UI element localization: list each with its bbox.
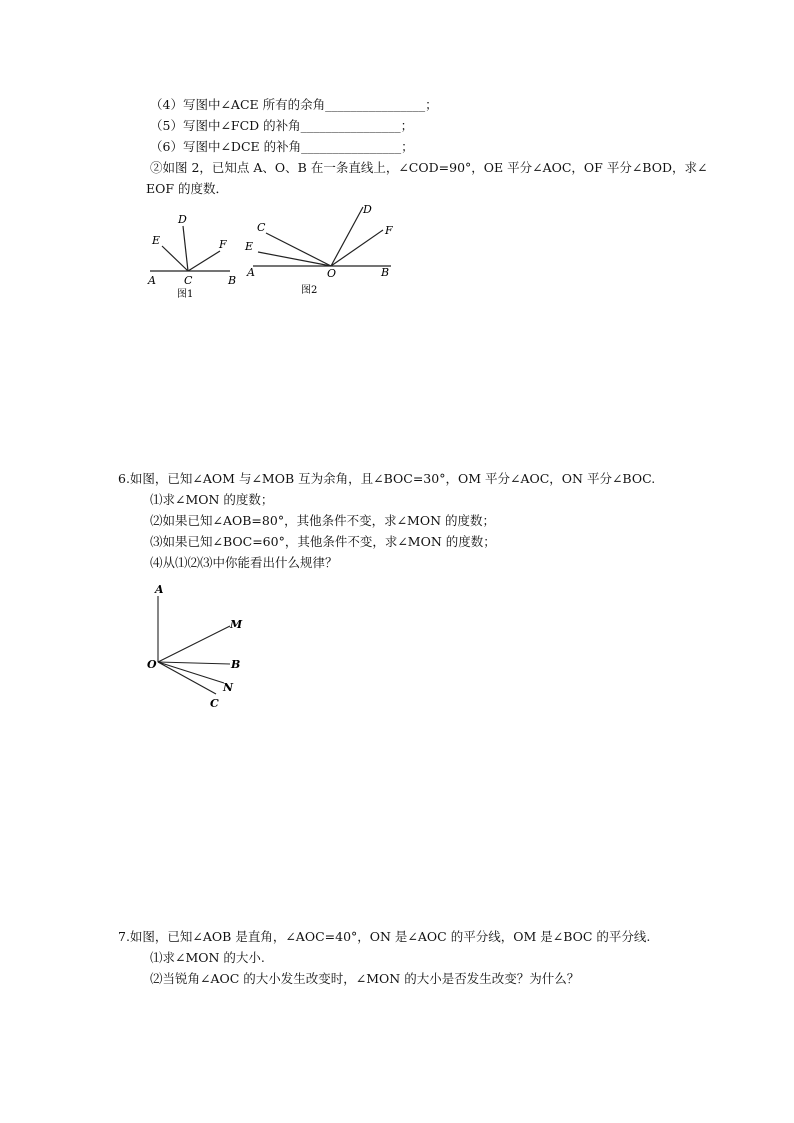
problem-6-part-1: ⑴求∠MON 的度数； bbox=[150, 492, 274, 507]
figure-2 bbox=[243, 198, 403, 304]
fig1-ray-cf bbox=[188, 251, 220, 271]
figure-1 bbox=[140, 208, 240, 304]
fig2-ray-of bbox=[331, 230, 383, 266]
fig1-label-d: D bbox=[178, 213, 187, 226]
fig2-label-b: B bbox=[381, 266, 390, 279]
question-5-circle2-line1: ②如图 2，已知点 A、O、B 在一条直线上，∠COD=90°，OE 平分∠AOC，OF 平分∠BOD，求∠ bbox=[150, 160, 708, 175]
fig6-label-b: B bbox=[231, 658, 241, 671]
fig1-label-f: F bbox=[219, 238, 227, 251]
fig2-label-f: F bbox=[385, 224, 393, 237]
fig1-caption: 图1 bbox=[177, 289, 194, 300]
fig1-ray-ce bbox=[162, 246, 188, 271]
question-5-6: （6）写图中∠DCE 的补角________________； bbox=[150, 139, 414, 154]
fig2-label-c: C bbox=[257, 221, 266, 234]
fig2-ray-od bbox=[331, 207, 363, 266]
fig6-label-c: C bbox=[210, 697, 219, 710]
fig6-label-n: N bbox=[223, 681, 234, 694]
figure-problem-6 bbox=[142, 580, 252, 719]
fig2-label-a: A bbox=[247, 266, 255, 279]
question-5-4: （4）写图中∠ACE 所有的余角________________； bbox=[150, 97, 438, 112]
fig2-ray-oc bbox=[266, 233, 331, 266]
question-5-5: （5）写图中∠FCD 的补角________________； bbox=[150, 118, 414, 133]
fig1-label-e: E bbox=[152, 234, 161, 247]
fig2-caption: 图2 bbox=[301, 285, 318, 296]
fig6-ray-om bbox=[158, 626, 230, 662]
problem-7-part-2: ⑵当锐角∠AOC 的大小发生改变时，∠MON 的大小是否发生改变？为什么？ bbox=[150, 971, 580, 986]
fig6-label-o: O bbox=[147, 658, 157, 671]
fig2-label-o: O bbox=[327, 267, 337, 280]
fig6-label-m: M bbox=[230, 618, 243, 631]
question-5-circle2-line2: EOF 的度数． bbox=[146, 181, 229, 196]
fig2-ray-oe bbox=[258, 252, 331, 266]
problem-6-stem: 6.如图，已知∠AOM 与∠MOB 互为余角，且∠BOC=30°，OM 平分∠AOC，ON 平分∠BOC. bbox=[118, 471, 656, 486]
problem-7-part-1: ⑴求∠MON 的大小. bbox=[150, 950, 265, 965]
problem-6-part-4: ⑷从⑴⑵⑶中你能看出什么规律？ bbox=[150, 555, 338, 570]
problem-7-stem: 7.如图，已知∠AOB 是直角，∠AOC=40°，ON 是∠AOC 的平分线，OM 是∠BOC 的平分线. bbox=[118, 929, 651, 944]
fig1-label-c: C bbox=[184, 274, 193, 287]
fig1-ray-cd bbox=[183, 226, 188, 271]
fig2-label-e: E bbox=[245, 240, 254, 253]
problem-6-part-3: ⑶如果已知∠BOC=60°，其他条件不变，求∠MON 的度数； bbox=[150, 534, 496, 549]
fig1-label-b: B bbox=[228, 274, 237, 287]
fig2-label-d: D bbox=[363, 203, 372, 216]
fig6-ray-ob bbox=[158, 662, 230, 664]
fig6-label-a: A bbox=[155, 583, 164, 596]
problem-6-part-2: ⑵如果已知∠AOB=80°，其他条件不变，求∠MON 的度数； bbox=[150, 513, 495, 528]
fig1-label-a: A bbox=[148, 274, 156, 287]
